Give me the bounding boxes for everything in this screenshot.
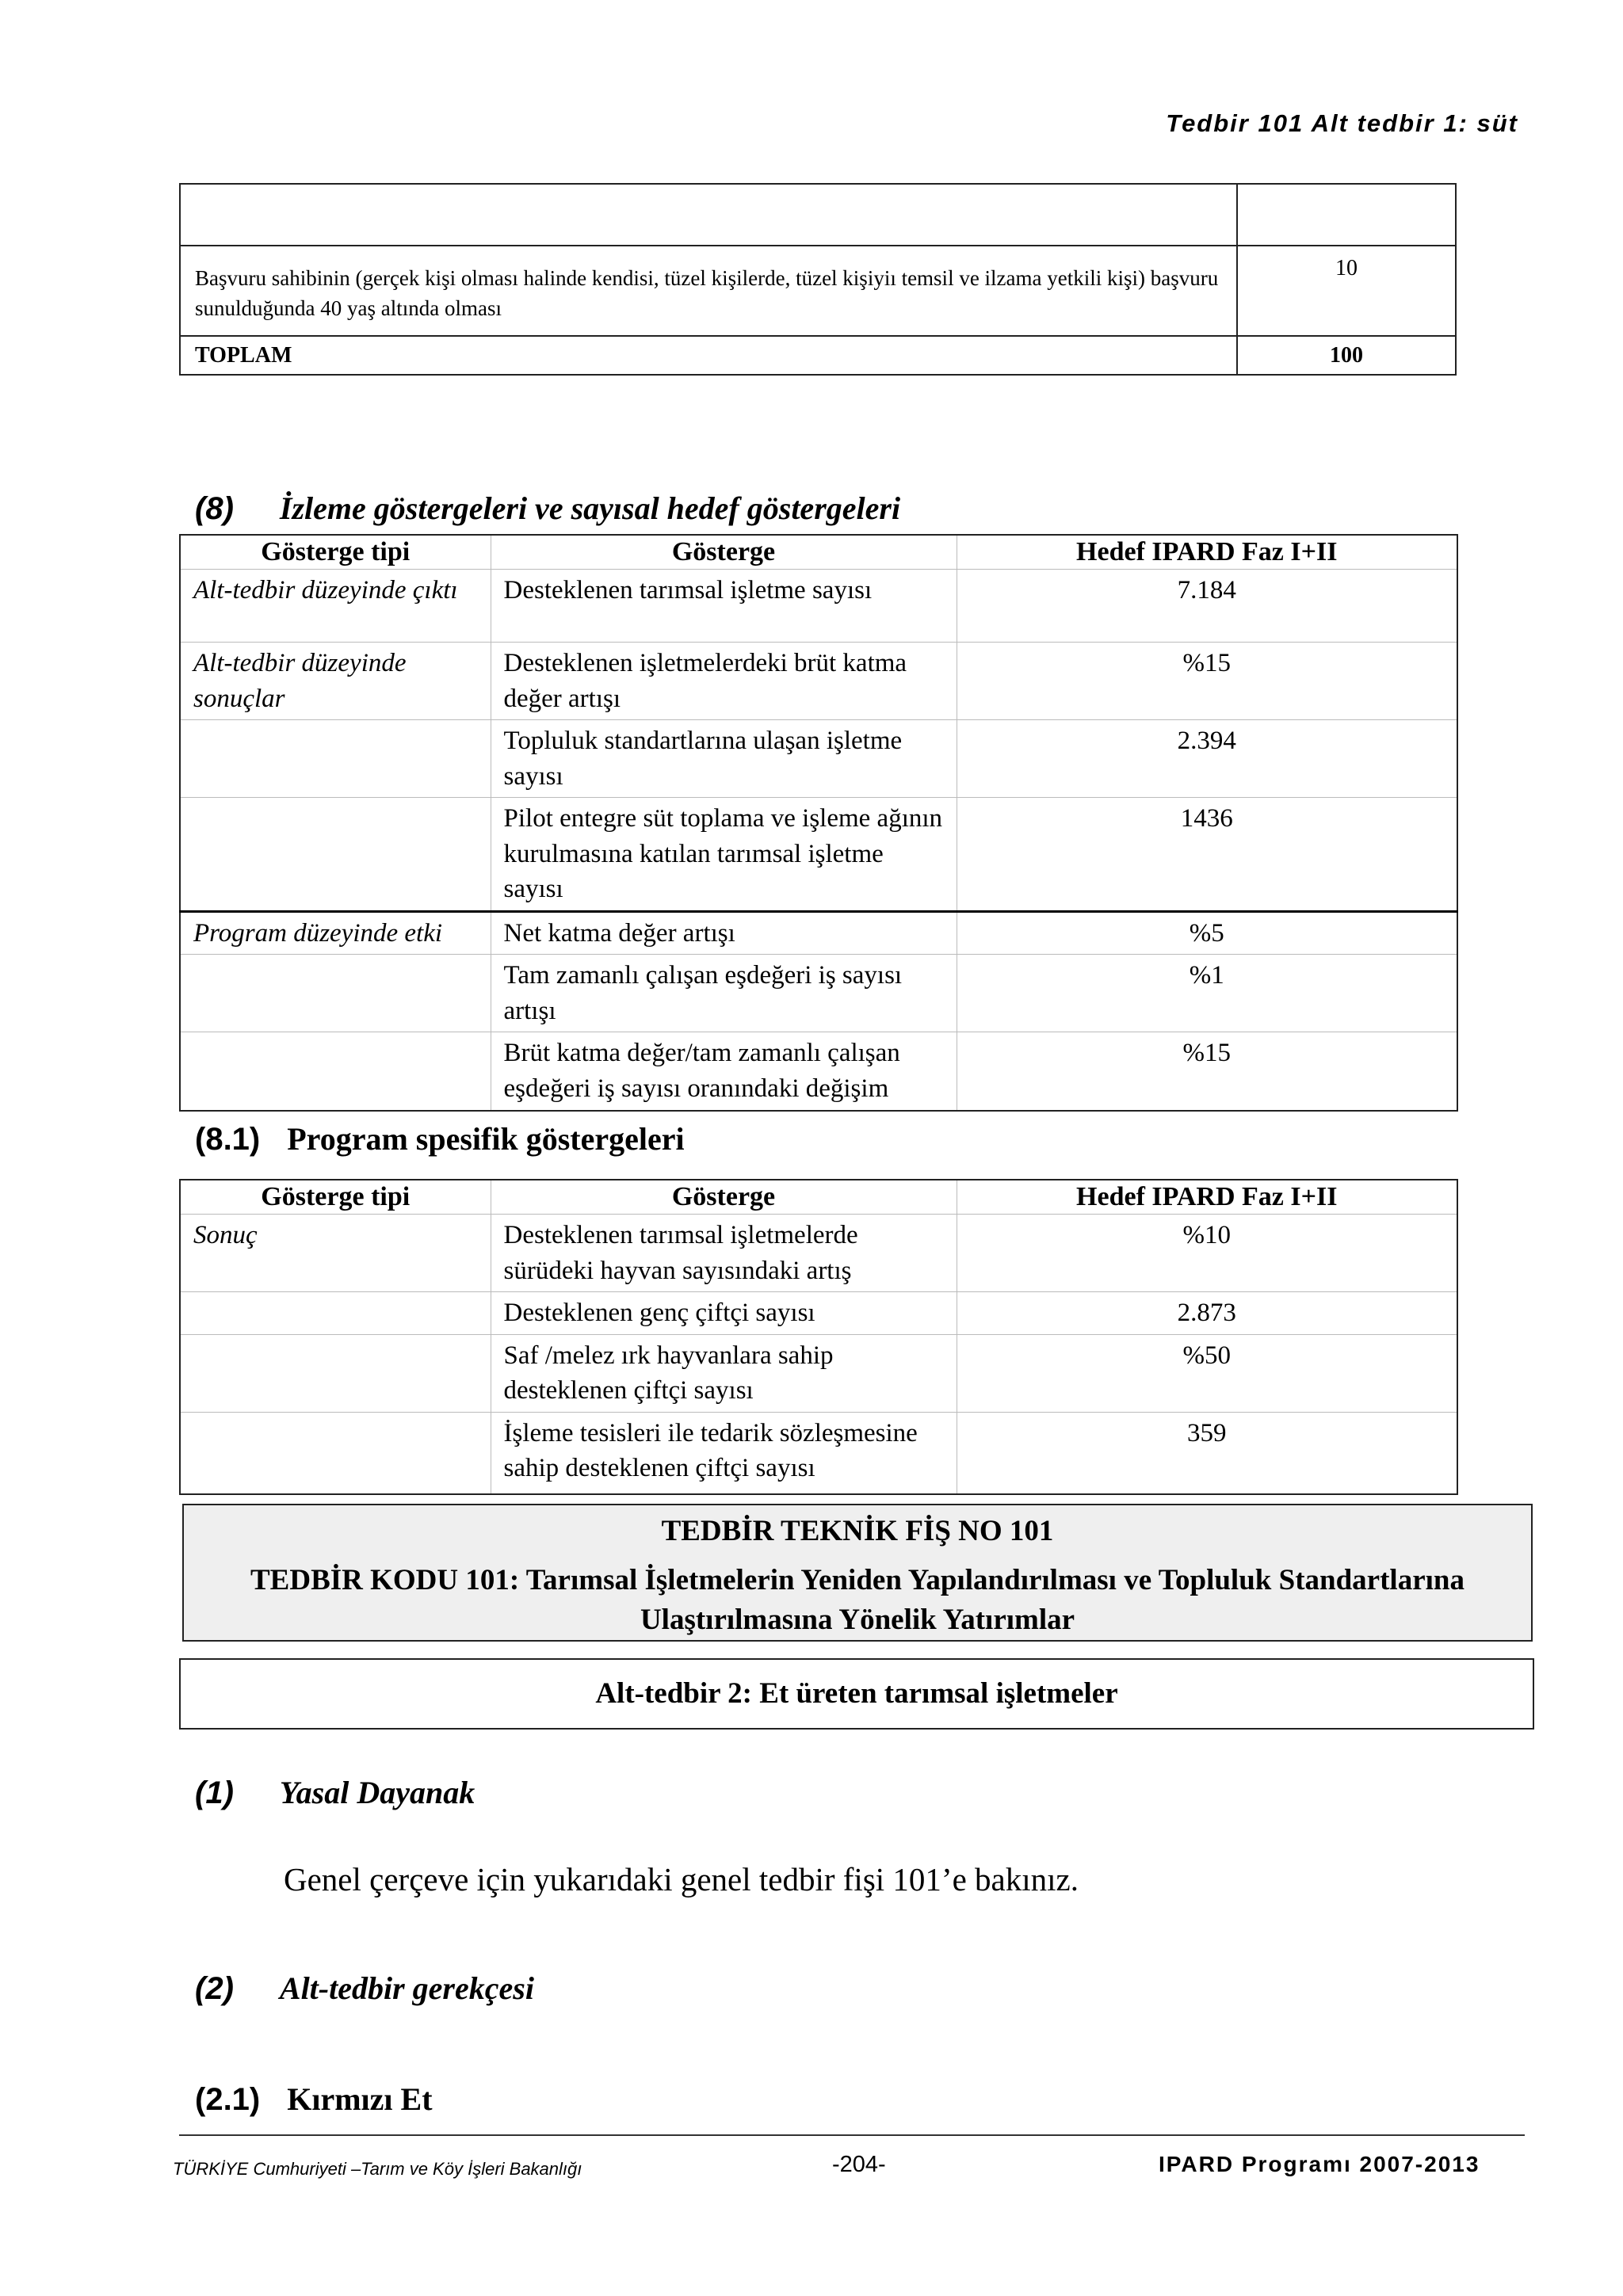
cell-indicator: Desteklenen işletmelerdeki brüt katma değer artışı	[491, 643, 957, 720]
footer-program: IPARD Programı 2007-2013	[1159, 2152, 1480, 2176]
measure-sheet-box	[182, 1504, 1533, 1642]
cell-type	[180, 955, 491, 1032]
scoring-table	[179, 183, 1457, 376]
cell-indicator: Tam zamanlı çalışan eşdeğeri iş sayısı artışı	[491, 955, 957, 1032]
table-row	[180, 798, 1457, 912]
section-title: Kırmızı Et	[287, 2081, 433, 2117]
cell-indicator: Desteklenen tarımsal işletme sayısı	[491, 570, 957, 643]
running-header: Tedbir 101 Alt tedbir 1: süt	[1166, 109, 1518, 137]
cell-indicator: Desteklenen tarımsal işletmelerde sürüdeki hayvan sayısındaki artış	[491, 1215, 957, 1292]
table-row	[180, 1032, 1457, 1111]
section-8-heading	[195, 490, 900, 527]
cell-type	[180, 1412, 491, 1494]
table-row	[180, 1334, 1457, 1412]
footer-page-number: -204-	[832, 2152, 886, 2177]
cell-type: Alt-tedbir düzeyinde çıktı	[180, 570, 491, 643]
measure-code: TEDBİR KODU 101: Tarımsal İşletmelerin Yeniden Yapılandırılması ve Topluluk Standartlarına Ulaştırılmasına Yönelik Yatırımlar	[250, 1563, 1465, 1636]
table-row	[180, 1412, 1457, 1494]
cell-target: %15	[957, 643, 1457, 720]
cell-target: %15	[957, 1032, 1457, 1111]
section-title: Alt-tedbir gerekçesi	[279, 1970, 534, 2006]
cell-target: %50	[957, 1334, 1457, 1412]
table-header-row	[180, 1180, 1457, 1215]
header-indicator-type: Gösterge tipi	[180, 1180, 491, 1215]
section-8-1-heading	[195, 1120, 685, 1158]
footer-divider	[179, 2134, 1525, 2136]
cell-target: 359	[957, 1412, 1457, 1494]
section-1-heading	[195, 1774, 475, 1811]
table-row	[180, 911, 1457, 955]
table-row	[180, 1215, 1457, 1292]
section-number: (2)	[195, 1971, 234, 2006]
section-1-body: Genel çerçeve için yukarıdaki genel tedbir fişi 101’e bakınız.	[284, 1861, 1079, 1897]
table-row	[180, 336, 1456, 375]
header-indicator: Gösterge	[491, 535, 957, 570]
table-row	[180, 570, 1457, 643]
cell-type	[180, 720, 491, 798]
section-title: Yasal Dayanak	[279, 1775, 475, 1810]
section-number: (8)	[195, 491, 234, 526]
table-header-row	[180, 535, 1457, 570]
total-label: TOPLAM	[180, 336, 1237, 375]
cell-indicator: Net katma değer artışı	[491, 911, 957, 955]
cell-target: 2.873	[957, 1292, 1457, 1335]
cell-target: 1436	[957, 798, 1457, 912]
cell-indicator: Brüt katma değer/tam zamanlı çalışan eşdeğeri iş sayısı oranındaki değişim	[491, 1032, 957, 1111]
section-number: (8.1)	[195, 1122, 261, 1157]
cell-target: %10	[957, 1215, 1457, 1292]
cell-indicator: Saf /melez ırk hayvanlara sahip desteklenen çiftçi sayısı	[491, 1334, 957, 1412]
section-title: İzleme göstergeleri ve sayısal hedef göstergeleri	[279, 490, 901, 526]
cell-indicator: Pilot entegre süt toplama ve işleme ağının kurulmasına katılan tarımsal işletme sayısı	[491, 798, 957, 912]
header-target: Hedef IPARD Faz I+II	[957, 535, 1457, 570]
table-row	[180, 955, 1457, 1032]
cell-target: %1	[957, 955, 1457, 1032]
cell-type	[180, 1292, 491, 1335]
cell-type	[180, 1032, 491, 1111]
table-row	[180, 1292, 1457, 1335]
table-row	[180, 720, 1457, 798]
section-number: (1)	[195, 1775, 234, 1810]
section-title: Program spesifik göstergeleri	[287, 1121, 685, 1157]
table-row	[180, 246, 1456, 336]
table-row	[180, 643, 1457, 720]
measure-sheet-title: TEDBİR TEKNİK FİŞ NO 101	[661, 1515, 1054, 1547]
monitoring-indicators-table	[179, 534, 1458, 1112]
criterion-text: Başvuru sahibinin (gerçek kişi olması halinde kendisi, tüzel kişilerde, tüzel kişiyiı temsil ve ilzama yetkili kişi) başvuru sunulduğunda 40 yaş altında olması	[180, 246, 1237, 336]
cell-indicator: İşleme tesisleri ile tedarik sözleşmesine sahip desteklenen çiftçi sayısı	[491, 1412, 957, 1494]
cell-target: 7.184	[957, 570, 1457, 643]
section-number: (2.1)	[195, 2082, 261, 2117]
cell-indicator: Topluluk standartlarına ulaşan işletme sayısı	[491, 720, 957, 798]
header-target: Hedef IPARD Faz I+II	[957, 1180, 1457, 1215]
total-points: 100	[1237, 336, 1456, 375]
cell-type: Sonuç	[180, 1215, 491, 1292]
footer-ministry: TÜRKİYE Cumhuriyeti –Tarım ve Köy İşleri Bakanlığı	[173, 2159, 582, 2179]
submeasure-box: Alt-tedbir 2: Et üreten tarımsal işletmeler	[179, 1658, 1534, 1730]
criterion-points: 10	[1237, 246, 1456, 336]
section-2-1-heading	[195, 2081, 433, 2118]
cell-type	[180, 798, 491, 912]
section-2-heading	[195, 1970, 534, 2007]
cell-target: %5	[957, 911, 1457, 955]
program-specific-indicators-table	[179, 1179, 1458, 1495]
cell-type	[180, 1334, 491, 1412]
cell-target: 2.394	[957, 720, 1457, 798]
table-row	[180, 184, 1456, 246]
cell-type: Program düzeyinde etki	[180, 911, 491, 955]
header-indicator: Gösterge	[491, 1180, 957, 1215]
cell-indicator: Desteklenen genç çiftçi sayısı	[491, 1292, 957, 1335]
header-indicator-type: Gösterge tipi	[180, 535, 491, 570]
cell-type: Alt-tedbir düzeyinde sonuçlar	[180, 643, 491, 720]
